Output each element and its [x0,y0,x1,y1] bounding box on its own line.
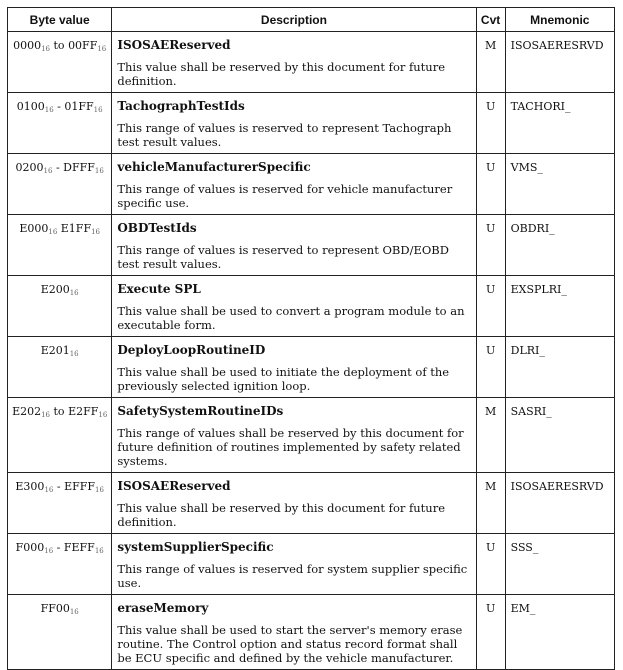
table-row [8,154,615,215]
mnemonic: DLRI_ [505,337,614,398]
routine-name: TachographTestIds [117,99,245,113]
description [112,473,476,534]
base-subscript: 16 [69,350,79,358]
mnemonic: ISOSAERESRVD [505,32,614,93]
byte-end: DFFF [63,161,95,174]
routine-name: OBDTestIds [117,221,197,235]
range-separator: - [53,100,65,113]
routine-description: This value shall be used to convert a program module to an executable form. [117,304,465,332]
range-separator: to [50,39,69,52]
routine-name: vehicleManufacturerSpecific [117,160,311,174]
mnemonic: ISOSAERESRVD [505,473,614,534]
byte-start: 0100 [16,100,45,113]
base-subscript: 16 [44,106,54,114]
routine-description: This value shall be reserved by this document for future definition. [117,60,446,88]
byte-value [8,32,112,93]
base-subscript: 16 [93,106,103,114]
base-subscript: 16 [44,547,54,555]
byte-end: 01FF [64,100,94,113]
cvt: M [476,32,505,93]
mnemonic: EM_ [505,595,614,670]
routine-description: This range of values shall be reserved by this document for future definition of routines implemented by safety related systems. [117,426,464,468]
table-row [8,32,615,93]
base-subscript: 16 [43,167,53,175]
description [112,337,476,398]
base-subscript: 16 [69,608,79,616]
base-subscript: 16 [44,486,54,494]
routine-description: This value shall be used to start the server's memory erase routine. The Control option and status record format shall be ECU specific and defined by the vehicle manufacturer. [117,623,463,665]
byte-start: FF00 [40,602,70,615]
routine-name: eraseMemory [117,601,209,615]
mnemonic: SASRI_ [505,398,614,473]
byte-end: E2FF [68,405,99,418]
range-separator: - [53,541,64,554]
routine-name: DeployLoopRoutineID [117,343,266,357]
routine-name: Execute SPL [117,282,201,296]
base-subscript: 16 [95,486,104,494]
base-subscript: 16 [91,228,100,236]
routine-name: ISOSAEReserved [117,479,231,493]
table-row [8,215,615,276]
byte-value [8,473,112,534]
byte-value [8,337,112,398]
table-row [8,398,615,473]
byte-start: E300 [15,480,45,493]
byte-start: 0000 [13,39,42,52]
byte-value [8,276,112,337]
byte-value [8,93,112,154]
cvt: U [476,595,505,670]
description [112,276,476,337]
table-row [8,595,615,670]
cvt: U [476,337,505,398]
cvt: U [476,276,505,337]
byte-start: E000 [19,222,49,235]
routine-description: This range of values is reserved for vehicle manufacturer specific use. [117,182,453,210]
description [112,595,476,670]
byte-value [8,398,112,473]
header-description: Description [112,8,476,32]
range-separator: to [50,405,69,418]
description [112,154,476,215]
routine-identifier-table [7,7,615,670]
cvt: M [476,473,505,534]
table-row [8,337,615,398]
mnemonic: TACHORI_ [505,93,614,154]
byte-end: EFFF [64,480,96,493]
description [112,398,476,473]
description [112,93,476,154]
description [112,534,476,595]
mnemonic: EXSPLRI_ [505,276,614,337]
cvt: U [476,534,505,595]
base-subscript: 16 [69,289,79,297]
routine-description: This value shall be used to initiate the deployment of the previously selected ignition loop. [117,365,450,393]
byte-value [8,215,112,276]
base-subscript: 16 [94,547,104,555]
cvt: U [476,154,505,215]
byte-start: E201 [40,344,70,357]
cvt: U [476,215,505,276]
base-subscript: 16 [98,411,108,419]
byte-end: 00FF [68,39,98,52]
mnemonic: VMS_ [505,154,614,215]
table-row [8,473,615,534]
routine-description: This range of values is reserved to represent Tachograph test result values. [117,121,452,149]
header-byte-value: Byte value [8,8,112,32]
header-cvt: Cvt [476,8,505,32]
routine-description: This range of values is reserved for system supplier specific use. [117,562,468,590]
cvt: M [476,398,505,473]
byte-value [8,154,112,215]
base-subscript: 16 [97,45,107,53]
base-subscript: 16 [48,228,58,236]
mnemonic: SSS_ [505,534,614,595]
byte-end: FEFF [63,541,95,554]
routine-name: systemSupplierSpecific [117,540,274,554]
byte-end: E1FF [60,222,92,235]
header-mnemonic: Mnemonic [505,8,614,32]
byte-start: F000 [15,541,45,554]
table-row [8,276,615,337]
byte-value [8,534,112,595]
routine-name: ISOSAEReserved [117,38,231,52]
base-subscript: 16 [41,411,51,419]
table-row [8,534,615,595]
description [112,215,476,276]
table-row [8,93,615,154]
byte-start: E202 [12,405,42,418]
header-row [8,8,615,32]
byte-start: E200 [40,283,70,296]
routine-description: This range of values is reserved to represent OBD/EOBD test result values. [117,243,449,271]
byte-start: 0200 [15,161,44,174]
range-separator: - [52,161,64,174]
base-subscript: 16 [94,167,104,175]
mnemonic: OBDRI_ [505,215,614,276]
range-separator: - [53,480,65,493]
cvt: U [476,93,505,154]
base-subscript: 16 [41,45,51,53]
description [112,32,476,93]
byte-value [8,595,112,670]
routine-description: This value shall be reserved by this document for future definition. [117,501,446,529]
routine-name: SafetySystemRoutineIDs [117,404,284,418]
